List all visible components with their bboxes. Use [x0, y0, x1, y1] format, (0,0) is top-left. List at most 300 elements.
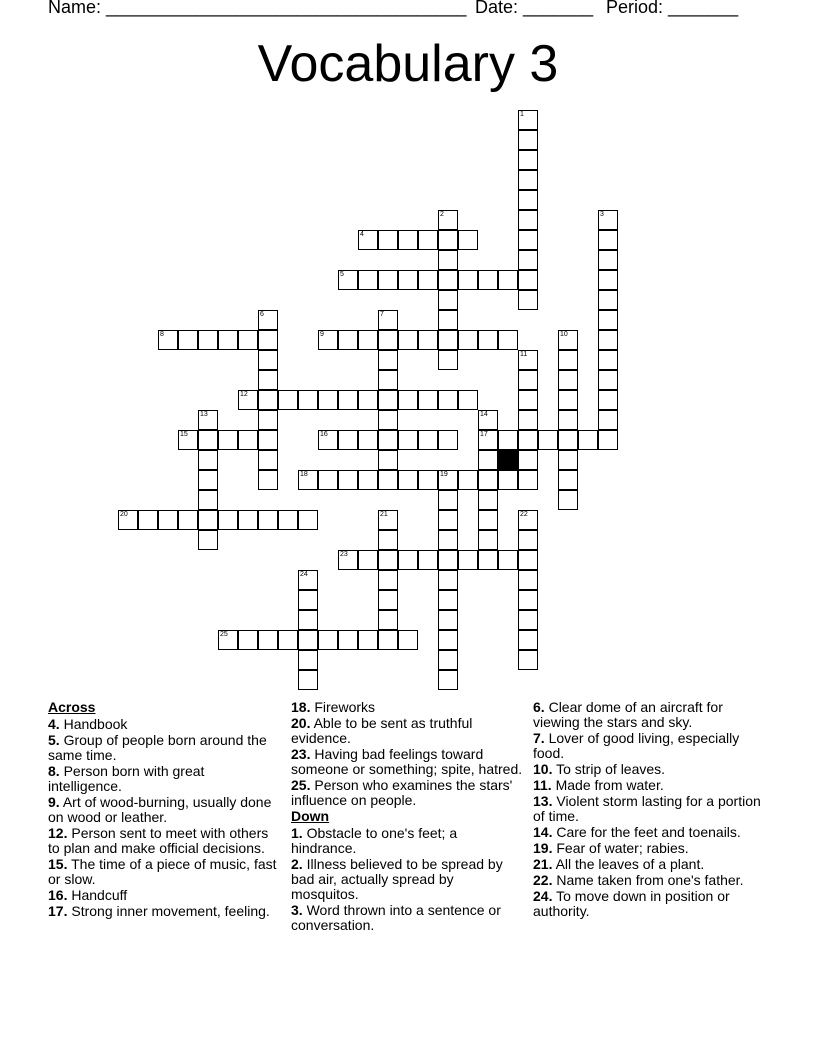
grid-cell[interactable]: [398, 230, 418, 250]
grid-cell[interactable]: [518, 550, 538, 570]
clue-text: Illness believed to be spread by bad air, actually spread by mosquitos.: [291, 856, 503, 902]
grid-cell[interactable]: [518, 650, 538, 670]
clue-text: Clear dome of an aircraft for viewing the stars and sky.: [533, 699, 723, 730]
cell-number: 8: [160, 331, 164, 338]
date-field[interactable]: Date: _______: [475, 0, 594, 17]
grid-cell[interactable]: [498, 430, 518, 450]
grid-cell[interactable]: [518, 150, 538, 170]
grid-cell[interactable]: [458, 550, 478, 570]
clue: [291, 903, 523, 933]
clue-text: Fear of water; rabies.: [556, 840, 689, 856]
cell-number: 13: [200, 411, 208, 418]
clue-text: Person who examines the stars' influence on people.: [291, 777, 513, 808]
grid-cell[interactable]: [258, 410, 278, 430]
clue: [533, 700, 765, 730]
grid-cell[interactable]: [258, 370, 278, 390]
grid-cell[interactable]: [218, 430, 238, 450]
clue-text: Violent storm lasting for a portion of time.: [533, 793, 761, 824]
grid-cell[interactable]: [438, 350, 458, 370]
clue-text: Group of people born around the same time.: [48, 732, 267, 763]
grid-cell[interactable]: [518, 450, 538, 470]
clue-number: 5.: [48, 732, 60, 748]
grid-cell[interactable]: [278, 390, 298, 410]
clue-number: 3.: [291, 902, 303, 918]
cell-number: 5: [340, 271, 344, 278]
grid-cell[interactable]: [498, 330, 518, 350]
page-title: Vocabulary 3: [257, 35, 559, 93]
grid-cell[interactable]: [278, 630, 298, 650]
clue-text: Strong inner movement, feeling.: [71, 903, 270, 919]
clue-text: Name taken from one's father.: [556, 872, 744, 888]
grid-cell[interactable]: [558, 470, 578, 490]
grid-cell[interactable]: [598, 290, 618, 310]
grid-cell[interactable]: [258, 310, 278, 330]
grid-cell[interactable]: [438, 510, 458, 530]
cell-number: 25: [220, 631, 228, 638]
grid-cell[interactable]: [598, 270, 618, 290]
clue-number: 24.: [533, 888, 553, 904]
grid-cell[interactable]: [598, 410, 618, 430]
grid-cell[interactable]: [338, 430, 358, 450]
grid-cell[interactable]: [518, 530, 538, 550]
grid-cell[interactable]: [218, 330, 238, 350]
grid-cell[interactable]: [438, 270, 458, 290]
cell-number: 6: [260, 311, 264, 318]
grid-cell[interactable]: [318, 390, 338, 410]
grid-cell[interactable]: [218, 630, 238, 650]
clue: [533, 762, 765, 777]
clue-number: 11.: [533, 777, 552, 793]
grid-cell[interactable]: [438, 210, 458, 230]
grid-cell[interactable]: [438, 570, 458, 590]
grid-cell[interactable]: [318, 630, 338, 650]
grid-cell[interactable]: [278, 510, 298, 530]
grid-cell[interactable]: [598, 350, 618, 370]
grid-cell[interactable]: [438, 630, 458, 650]
name-field[interactable]: Name: ____________________________________: [48, 0, 467, 17]
grid-cell[interactable]: [198, 410, 218, 430]
grid-cell[interactable]: [518, 470, 538, 490]
clue-number: 4.: [48, 716, 60, 732]
grid-cell[interactable]: [378, 530, 398, 550]
grid-cell[interactable]: [518, 370, 538, 390]
grid-cell[interactable]: [478, 330, 498, 350]
grid-cell[interactable]: [378, 410, 398, 430]
grid-cell[interactable]: [518, 410, 538, 430]
grid-cell[interactable]: [378, 350, 398, 370]
cell-number: 1: [520, 111, 524, 118]
cell-number: 19: [440, 471, 448, 478]
clue-text: Able to be sent as truthful evidence.: [291, 715, 473, 746]
clue-text: Made from water.: [555, 777, 664, 793]
clues-column-3: [533, 700, 765, 920]
clue: [291, 747, 523, 777]
grid-cell[interactable]: [198, 430, 218, 450]
cell-number: 2: [440, 211, 444, 218]
clue: [48, 826, 280, 856]
grid-cell[interactable]: [178, 510, 198, 530]
clue-number: 14.: [533, 824, 553, 840]
grid-cell[interactable]: [458, 470, 478, 490]
grid-cell[interactable]: [418, 430, 438, 450]
grid-cell[interactable]: [438, 610, 458, 630]
clue-text: Handcuff: [71, 887, 128, 903]
grid-cell[interactable]: [418, 390, 438, 410]
grid-cell[interactable]: [318, 470, 338, 490]
grid-cell[interactable]: [238, 390, 258, 410]
clues-column-1: [48, 700, 280, 920]
clue: [533, 794, 765, 824]
clue-text: Art of wood-burning, usually done on wood or leather.: [48, 794, 272, 825]
grid-cell[interactable]: [298, 390, 318, 410]
grid-cell[interactable]: [258, 390, 278, 410]
period-field[interactable]: Period: _______: [606, 0, 739, 17]
grid-cell[interactable]: [338, 470, 358, 490]
grid-cell[interactable]: [258, 470, 278, 490]
grid-cell[interactable]: [518, 110, 538, 130]
clue: [48, 764, 280, 794]
grid-cell[interactable]: [378, 590, 398, 610]
clue-number: 9.: [48, 794, 60, 810]
clue-number: 8.: [48, 763, 60, 779]
grid-cell[interactable]: [598, 390, 618, 410]
across-heading: Across: [48, 699, 96, 715]
grid-cell[interactable]: [158, 330, 178, 350]
grid-cell[interactable]: [378, 470, 398, 490]
clue: [291, 826, 523, 856]
grid-cell[interactable]: [598, 250, 618, 270]
clue: [533, 889, 765, 919]
grid-cell[interactable]: [478, 410, 498, 430]
grid-cell[interactable]: [578, 430, 598, 450]
grid-cell[interactable]: [298, 470, 318, 490]
grid-cell[interactable]: [558, 330, 578, 350]
grid-cell[interactable]: [358, 550, 378, 570]
grid-cell[interactable]: [598, 430, 618, 450]
cell-number: 14: [480, 411, 488, 418]
grid-cell[interactable]: [398, 270, 418, 290]
grid-cell[interactable]: [378, 610, 398, 630]
cell-number: 4: [360, 231, 364, 238]
clue-number: 1.: [291, 825, 303, 841]
grid-cell[interactable]: [478, 270, 498, 290]
grid-cell[interactable]: [478, 470, 498, 490]
grid-cell[interactable]: [418, 270, 438, 290]
grid-cell[interactable]: [458, 390, 478, 410]
grid-cell[interactable]: [418, 330, 438, 350]
clue-text: Having bad feelings toward someone or something; spite, hatred.: [291, 746, 523, 777]
grid-cell[interactable]: [238, 510, 258, 530]
grid-cell[interactable]: [198, 450, 218, 470]
clue: [48, 904, 280, 919]
grid-cell[interactable]: [558, 450, 578, 470]
grid-cell[interactable]: [438, 590, 458, 610]
grid-cell[interactable]: [358, 470, 378, 490]
grid-cell[interactable]: [178, 430, 198, 450]
grid-cell[interactable]: [258, 630, 278, 650]
grid-cell[interactable]: [498, 470, 518, 490]
grid-cell[interactable]: [438, 470, 458, 490]
grid-cell[interactable]: [598, 330, 618, 350]
grid-cell[interactable]: [518, 350, 538, 370]
clue: [291, 857, 523, 902]
grid-cell[interactable]: [378, 570, 398, 590]
grid-cell[interactable]: [518, 290, 538, 310]
grid-cell[interactable]: [378, 270, 398, 290]
grid-cell[interactable]: [478, 510, 498, 530]
grid-cell[interactable]: [298, 630, 318, 650]
grid-cell[interactable]: [438, 310, 458, 330]
grid-cell[interactable]: [218, 510, 238, 530]
grid-cell[interactable]: [478, 430, 498, 450]
grid-cell[interactable]: [198, 530, 218, 550]
grid-cell[interactable]: [378, 510, 398, 530]
grid-cell[interactable]: [378, 330, 398, 350]
grid-cell[interactable]: [438, 290, 458, 310]
grid-cell[interactable]: [258, 350, 278, 370]
clue-number: 7.: [533, 730, 545, 746]
grid-cell[interactable]: [518, 610, 538, 630]
grid-cell[interactable]: [338, 390, 358, 410]
grid-cell[interactable]: [298, 610, 318, 630]
grid-cell[interactable]: [118, 510, 138, 530]
grid-cell[interactable]: [258, 330, 278, 350]
clues-column-2: [291, 700, 523, 934]
grid-cell[interactable]: [378, 370, 398, 390]
clue-number: 18.: [291, 699, 311, 715]
clue-text: Person born with great intelligence.: [48, 763, 205, 794]
cell-number: 7: [380, 311, 384, 318]
grid-cell[interactable]: [358, 230, 378, 250]
grid-cell[interactable]: [338, 270, 358, 290]
grid-cell[interactable]: [358, 430, 378, 450]
grid-cell[interactable]: [438, 550, 458, 570]
grid-cell[interactable]: [258, 450, 278, 470]
grid-cell[interactable]: [438, 230, 458, 250]
clue-text: Lover of good living, especially food.: [533, 730, 740, 761]
cell-number: 24: [300, 571, 308, 578]
cell-number: 23: [340, 551, 348, 558]
clue-text: The time of a piece of music, fast or slow.: [48, 856, 277, 887]
grid-cell[interactable]: [378, 450, 398, 470]
grid-cell[interactable]: [198, 470, 218, 490]
grid-cell[interactable]: [238, 430, 258, 450]
clue-number: 10.: [533, 761, 553, 777]
cell-number: 12: [240, 391, 248, 398]
grid-cell[interactable]: [378, 310, 398, 330]
clue-text: All the leaves of a plant.: [555, 856, 705, 872]
grid-cell[interactable]: [438, 490, 458, 510]
clue-text: Word thrown into a sentence or conversation.: [291, 902, 501, 933]
cell-number: 20: [120, 511, 128, 518]
grid-cell[interactable]: [298, 510, 318, 530]
clue-number: 23.: [291, 746, 311, 762]
clue: [533, 825, 765, 840]
grid-cell[interactable]: [418, 230, 438, 250]
clue-text: Person sent to meet with others to plan and make official decisions.: [48, 825, 269, 856]
grid-cell[interactable]: [458, 230, 478, 250]
grid-cell[interactable]: [458, 330, 478, 350]
grid-cell[interactable]: [518, 210, 538, 230]
grid-cell[interactable]: [558, 410, 578, 430]
grid-cell[interactable]: [238, 630, 258, 650]
clue-number: 15.: [48, 856, 68, 872]
grid-cell[interactable]: [298, 650, 318, 670]
grid-cell[interactable]: [258, 510, 278, 530]
grid-cell[interactable]: [198, 490, 218, 510]
grid-cell[interactable]: [438, 670, 458, 690]
grid-cell[interactable]: [518, 390, 538, 410]
grid-cell[interactable]: [438, 650, 458, 670]
grid-cell[interactable]: [438, 530, 458, 550]
clue-number: 19.: [533, 840, 553, 856]
grid-cell[interactable]: [358, 630, 378, 650]
clue: [291, 700, 523, 715]
grid-cell[interactable]: [518, 250, 538, 270]
grid-cell[interactable]: [378, 630, 398, 650]
cell-number: 16: [320, 431, 328, 438]
grid-cell[interactable]: [518, 630, 538, 650]
clue: [533, 778, 765, 793]
clue: [48, 888, 280, 903]
grid-cell[interactable]: [558, 490, 578, 510]
grid-cell[interactable]: [598, 210, 618, 230]
cell-number: 21: [380, 511, 388, 518]
clue-number: 21.: [533, 856, 553, 872]
grid-cell[interactable]: [358, 330, 378, 350]
grid-cell[interactable]: [518, 570, 538, 590]
grid-cell[interactable]: [378, 430, 398, 450]
clue: [291, 716, 523, 746]
grid-cell[interactable]: [418, 550, 438, 570]
grid-cell[interactable]: [378, 390, 398, 410]
grid-cell[interactable]: [598, 230, 618, 250]
clue-number: 22.: [533, 872, 553, 888]
grid-cell[interactable]: [438, 330, 458, 350]
grid-cell[interactable]: [518, 430, 538, 450]
grid-cell[interactable]: [518, 510, 538, 530]
grid-cell[interactable]: [558, 370, 578, 390]
clue-number: 16.: [48, 887, 68, 903]
grid-cell[interactable]: [338, 330, 358, 350]
clue: [48, 733, 280, 763]
grid-cell[interactable]: [398, 330, 418, 350]
clue: [533, 873, 765, 888]
grid-cell[interactable]: [498, 270, 518, 290]
grid-cell[interactable]: [318, 330, 338, 350]
grid-cell[interactable]: [478, 530, 498, 550]
grid-cell[interactable]: [558, 390, 578, 410]
clue-text: To strip of leaves.: [556, 761, 666, 777]
grid-cell[interactable]: [418, 470, 438, 490]
cell-number: 15: [180, 431, 188, 438]
grid-cell[interactable]: [518, 270, 538, 290]
clue: [533, 731, 765, 761]
grid-cell[interactable]: [338, 550, 358, 570]
grid-cell[interactable]: [298, 570, 318, 590]
grid-cell[interactable]: [238, 330, 258, 350]
grid-cell[interactable]: [318, 430, 338, 450]
cell-number: 22: [520, 511, 528, 518]
clue-number: 12.: [48, 825, 68, 841]
clue-text: Obstacle to one's feet; a hindrance.: [291, 825, 458, 856]
grid-cell[interactable]: [518, 170, 538, 190]
grid-cell[interactable]: [498, 550, 518, 570]
clue-number: 2.: [291, 856, 303, 872]
cell-number: 3: [600, 211, 604, 218]
cell-number: 17: [480, 431, 488, 438]
grid-cell[interactable]: [398, 430, 418, 450]
clue: [48, 717, 280, 732]
cell-number: 11: [520, 351, 528, 358]
grid-cell[interactable]: [438, 390, 458, 410]
clue-number: 25.: [291, 777, 311, 793]
grid-cell[interactable]: [398, 630, 418, 650]
cell-number: 9: [320, 331, 324, 338]
clue-text: To move down in position or authority.: [533, 888, 730, 919]
clue: [48, 857, 280, 887]
clue: [48, 795, 280, 825]
grid-cell[interactable]: [198, 330, 218, 350]
grid-cell[interactable]: [518, 130, 538, 150]
blocked-cell: [498, 450, 518, 470]
grid-cell[interactable]: [598, 310, 618, 330]
grid-cell[interactable]: [598, 370, 618, 390]
clue-text: Handbook: [63, 716, 128, 732]
grid-cell[interactable]: [518, 230, 538, 250]
grid-cell[interactable]: [258, 430, 278, 450]
clue-number: 6.: [533, 699, 545, 715]
clue-number: 17.: [48, 903, 68, 919]
grid-cell[interactable]: [478, 450, 498, 470]
grid-cell[interactable]: [518, 190, 538, 210]
grid-cell[interactable]: [558, 350, 578, 370]
grid-cell[interactable]: [398, 550, 418, 570]
clue-number: 13.: [533, 793, 553, 809]
grid-cell[interactable]: [438, 250, 458, 270]
grid-cell[interactable]: [338, 630, 358, 650]
clue-number: 20.: [291, 715, 311, 731]
grid-cell[interactable]: [298, 590, 318, 610]
grid-cell[interactable]: [178, 330, 198, 350]
grid-cell[interactable]: [538, 430, 558, 450]
grid-cell[interactable]: [358, 390, 378, 410]
grid-cell[interactable]: [358, 270, 378, 290]
clue: [533, 857, 765, 872]
grid-cell[interactable]: [398, 390, 418, 410]
clue-text: Care for the feet and toenails.: [556, 824, 741, 840]
grid-cell[interactable]: [398, 470, 418, 490]
grid-cell[interactable]: [378, 230, 398, 250]
grid-cell[interactable]: [478, 550, 498, 570]
grid-cell[interactable]: [138, 510, 158, 530]
grid-cell[interactable]: [438, 430, 458, 450]
grid-cell[interactable]: [378, 550, 398, 570]
cell-number: 10: [560, 331, 568, 338]
clue: [533, 841, 765, 856]
cell-number: 18: [300, 471, 308, 478]
grid-cell[interactable]: [518, 590, 538, 610]
down-heading: Down: [291, 808, 330, 824]
grid-cell[interactable]: [558, 430, 578, 450]
grid-cell[interactable]: [458, 270, 478, 290]
clue-text: Fireworks: [314, 699, 376, 715]
grid-cell[interactable]: [198, 510, 218, 530]
grid-cell[interactable]: [298, 670, 318, 690]
grid-cell[interactable]: [158, 510, 178, 530]
grid-cell[interactable]: [478, 490, 498, 510]
clue: [291, 778, 523, 808]
